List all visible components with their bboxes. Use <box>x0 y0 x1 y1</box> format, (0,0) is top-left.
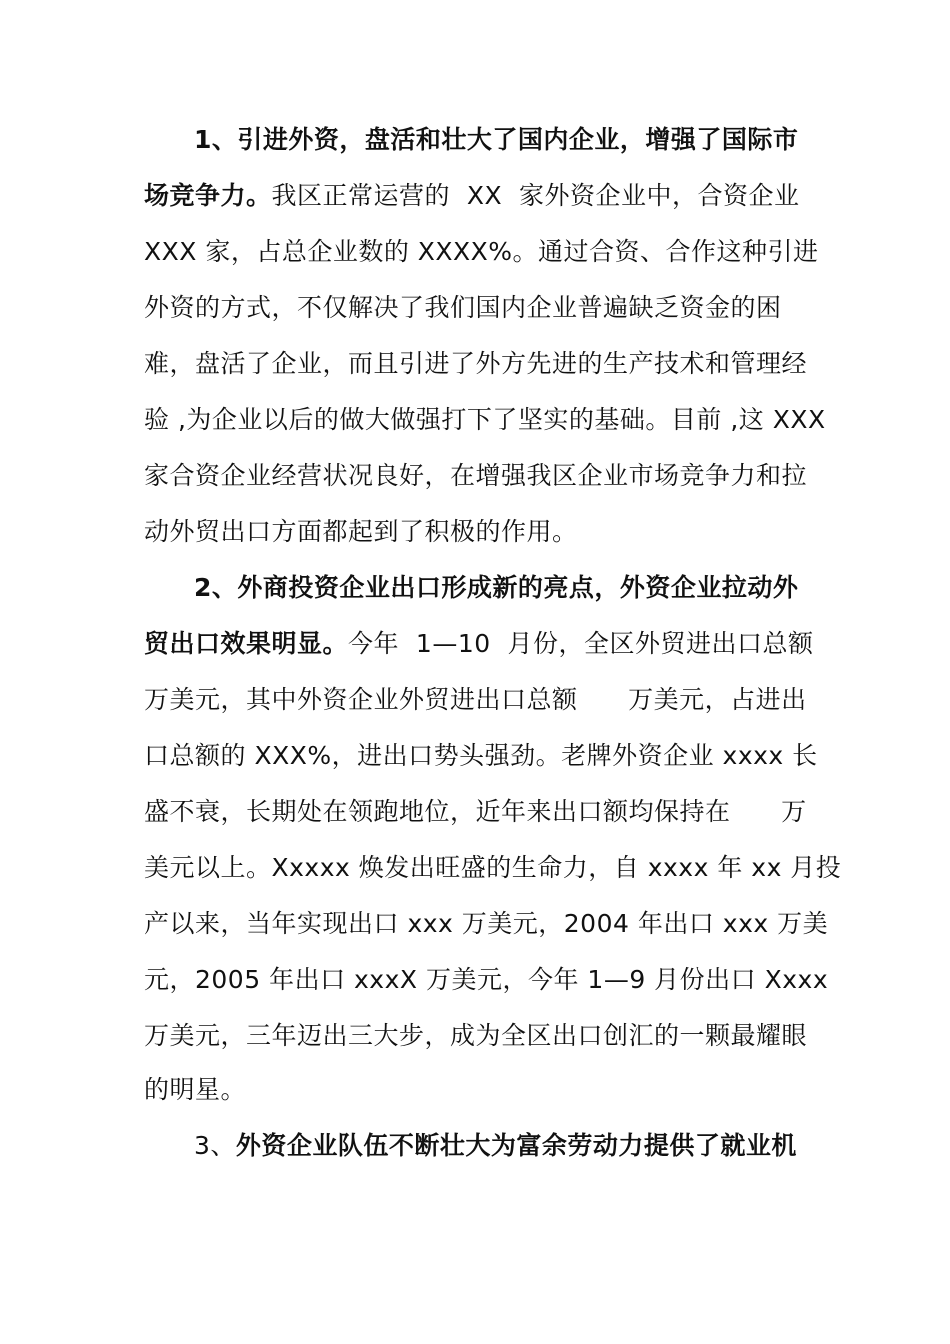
paragraph-1-line-4 <box>144 288 782 328</box>
body-text: 今年 1—10 月份，全区外贸进出口总额 <box>348 629 814 658</box>
paragraph-2-line-10 <box>144 1070 246 1110</box>
paragraph-1-line-6 <box>144 400 826 440</box>
heading-2: 2、外商投资企业出口形成新的亮点，外资企业拉动外 <box>194 573 799 602</box>
paragraph-2-line-1 <box>194 568 798 608</box>
paragraph-2-line-2 <box>144 624 814 664</box>
paragraph-2-line-3 <box>144 680 807 720</box>
body-text: 我区正常运营的 XX 家外资企业中，合资企业 <box>271 181 800 210</box>
heading-1-end: 场竞争力。 <box>144 181 272 210</box>
body-text: 的明星。 <box>144 1075 247 1104</box>
paragraph-1-line-3 <box>144 232 819 272</box>
paragraph-1-line-2 <box>144 176 800 216</box>
body-text: 家合资企业经营状况良好，在增强我区企业市场竞争力和拉 <box>144 461 808 490</box>
paragraph-3-line-1 <box>194 1126 797 1166</box>
body-text: 难，盘活了企业，而且引进了外方先进的生产技术和管理经 <box>144 349 808 378</box>
paragraph-2-line-8 <box>144 960 828 1000</box>
paragraph-2-line-9 <box>144 1016 807 1056</box>
paragraph-1-line-8 <box>144 512 578 552</box>
paragraph-2-line-4 <box>144 736 818 776</box>
paragraph-2-line-7 <box>144 904 828 944</box>
body-text: 动外贸出口方面都起到了积极的作用。 <box>144 517 578 546</box>
heading-3: 外资企业队伍不断壮大为富余劳动力提供了就业机 <box>235 1131 797 1160</box>
heading-2-end: 贸出口效果明显。 <box>144 629 349 658</box>
body-text: 盛不衰，长期处在领跑地位，近年来出口额均保持在 万 <box>144 797 807 826</box>
paragraph-2-line-6 <box>144 848 841 888</box>
paragraph-1-line-1 <box>194 120 798 160</box>
paragraph-2-line-5 <box>144 792 807 832</box>
body-text: XXX 家，占总企业数的 XXXX%。通过合资、合作这种引进 <box>144 237 819 266</box>
body-text: 元，2005 年出口 xxxX 万美元，今年 1—9 月份出口 Xxxx <box>144 965 829 994</box>
body-text: 产以来，当年实现出口 xxx 万美元，2004 年出口 xxx 万美 <box>144 909 829 938</box>
paragraph-1-line-5 <box>144 344 807 384</box>
body-text: 万美元，其中外资企业外贸进出口总额 万美元，占进出 <box>144 685 807 714</box>
heading-3-number: 3、 <box>194 1131 236 1160</box>
body-text: 美元以上。Xxxxx 焕发出旺盛的生命力，自 xxxx 年 xx 月投 <box>144 853 842 882</box>
body-text: 外资的方式，不仅解决了我们国内企业普遍缺乏资金的困 <box>144 293 782 322</box>
body-text: 验 ,为企业以后的做大做强打下了坚实的基础。目前 ,这 XXX <box>144 405 826 434</box>
heading-1: 1、引进外资，盘活和壮大了国内企业，增强了国际市 <box>194 125 799 154</box>
body-text: 万美元，三年迈出三大步，成为全区出口创汇的一颗最耀眼 <box>144 1021 808 1050</box>
body-text: 口总额的 XXX%，进出口势头强劲。老牌外资企业 xxxx 长 <box>144 741 818 770</box>
paragraph-1-line-7 <box>144 456 807 496</box>
